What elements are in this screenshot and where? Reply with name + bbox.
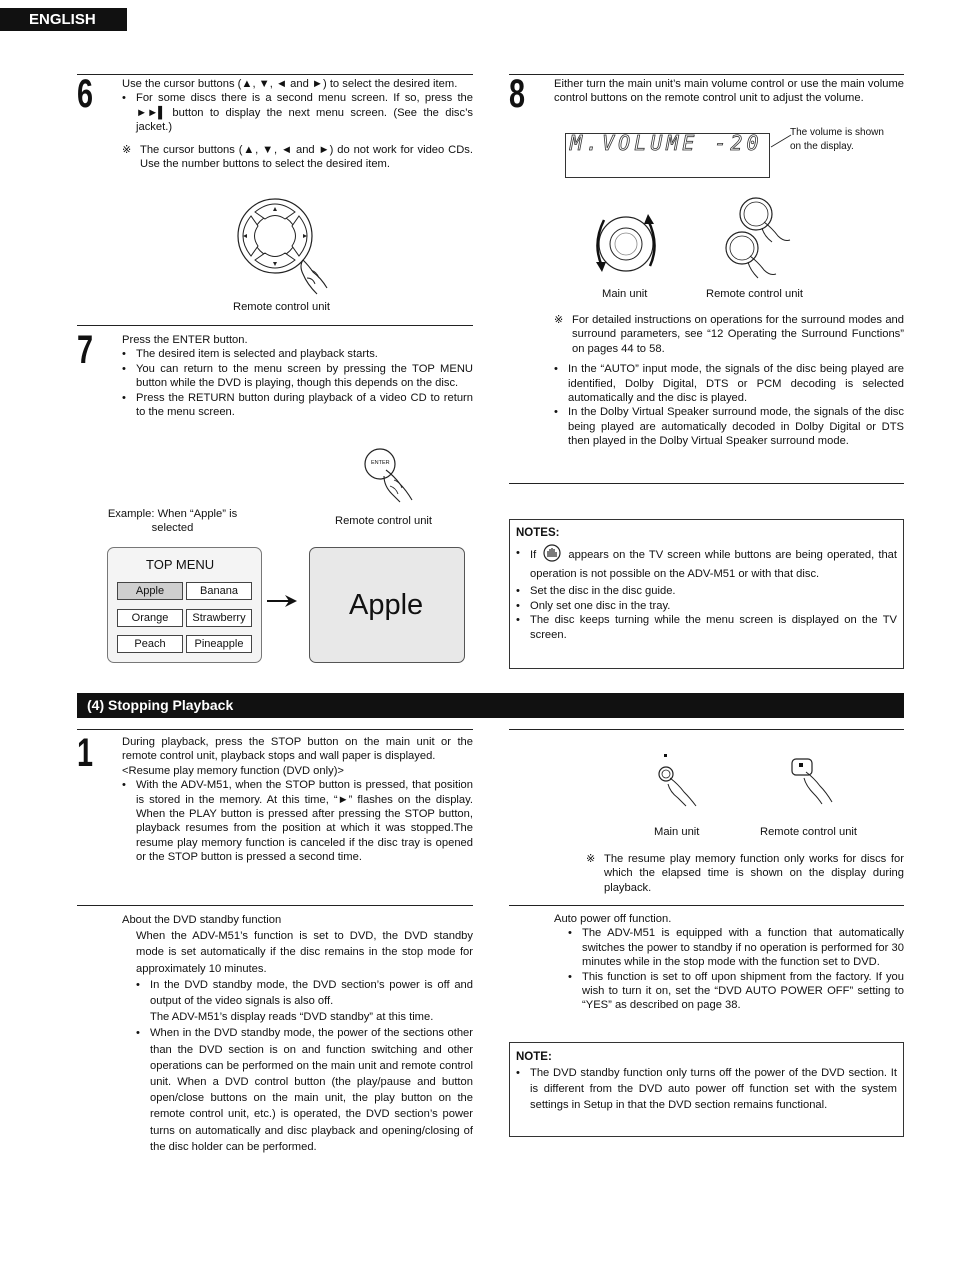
menu-item-orange[interactable]: Orange: [117, 609, 183, 627]
resume-note: [586, 852, 904, 895]
notes-title: NOTES:: [516, 527, 560, 539]
note-box: [509, 1042, 904, 1137]
volume-knob-illustration: [590, 212, 662, 276]
notes-box: [509, 519, 904, 669]
step7-bullet: • Press the RETURN button during playback of a video CD to return to the menu screen.: [122, 391, 473, 420]
standby-bullet-extra: The ADV-M51’s display reads “DVD standby” at this time.: [150, 1011, 434, 1024]
notes-item: • Only set one disc in the tray.: [516, 599, 897, 613]
note-title: NOTE:: [516, 1051, 552, 1063]
menu-item-pineapple[interactable]: Pineapple: [186, 635, 252, 653]
divider: [77, 325, 473, 326]
step-number: 6: [77, 72, 94, 116]
step6-note: ※ The cursor buttons (▲, ▼, ◄ and ►) do not work for video CDs. Use the number buttons to select the desired item.: [122, 143, 473, 172]
step6-text: [122, 77, 473, 171]
divider: [509, 729, 904, 730]
remote-stop-button-illustration: [786, 754, 842, 806]
standby-heading: About the DVD standby function: [122, 914, 282, 926]
divider: [77, 74, 473, 75]
arrow-right-icon: [267, 594, 299, 608]
resume-note-text: ※ The resume play memory function only works for discs for which the elapsed time is shown on the display during playback.: [586, 852, 904, 895]
step8-bullet: • In the “AUTO” input mode, the signals of the disc being played are identified, Dolby Digital, DTS or PCM decoding is selected automatically and the disc is played.: [554, 362, 904, 405]
screen-selected-text: Apple: [349, 589, 424, 621]
auto-power-bullets: [554, 926, 904, 1012]
caption-main-unit: Main unit: [602, 288, 648, 300]
standby-bullet: • In the DVD standby mode, the DVD section’s power is off and output of the video signals is also off.: [136, 977, 473, 1009]
stop-intro: During playback, press the STOP button on the main unit or the remote control unit, playback stops and wall paper is displayed.: [122, 736, 473, 763]
step7-bullet: • The desired item is selected and playback starts.: [122, 347, 473, 361]
notes-item: [516, 544, 897, 584]
cursor-pad-illustration: [233, 198, 343, 298]
section-title: (4) Stopping Playback: [77, 693, 904, 718]
notes-text: If: [530, 549, 537, 562]
step-number: 1: [77, 731, 94, 775]
menu-item-apple[interactable]: Apple: [117, 582, 183, 600]
caption-remote-control-unit: Remote control unit: [706, 288, 804, 300]
step8-note: ※ For detailed instructions on operations for the surround modes and surround parameters, see “12 Operating the Surround Functions” on pages 44 to 58.: [554, 313, 904, 356]
caption-main-unit: Main unit: [654, 826, 700, 838]
display-callout: [790, 126, 884, 154]
enter-label: ENTER: [371, 460, 390, 466]
menu-item-peach[interactable]: Peach: [117, 635, 183, 653]
step8-text: Either turn the main unit’s main volume control or use the main volume control buttons on the remote control unit to adjust the volume.: [554, 78, 904, 105]
caption-remote-control-unit: Remote control unit: [335, 515, 433, 527]
step7-intro: Press the ENTER button.: [122, 334, 248, 346]
language-tab: ENGLISH: [0, 8, 127, 31]
main-unit-stop-button-illustration: [650, 752, 706, 808]
step6-intro: Use the cursor buttons (▲, ▼, ◄ and ►) to select the desired item.: [122, 78, 458, 90]
top-menu-panel: [107, 547, 262, 663]
enter-button-illustration: [360, 446, 420, 504]
auto-power-bullet: • The ADV-M51 is equipped with a function that automatically switches the power to standby if no operation is performed for 30 minutes while in the stop mode with the function set to DVD.: [568, 926, 904, 969]
remote-volume-buttons-illustration: [722, 192, 802, 284]
step7-bullet: • You can return to the menu screen by pressing the TOP MENU button while the DVD is playing, though this depends on the disc.: [122, 362, 473, 391]
notes-text: appears on the TV screen while buttons are being operated, that operation is not possible on the ADV-M51 or with that disc.: [530, 549, 898, 581]
step7-text: [122, 333, 473, 419]
standby-bullet: • When in the DVD standby mode, the power of the sections other than the DVD section is on and function switching and other operations can be performed on the main unit and remote control unit. When a DVD control button (the play/pause and button open/close buttons on the main unit, the play button on the remote control unit, etc.) is operated, the DVD section’s power turns on automatically and disc playback and opening/closing of the disc holder can be performed.: [136, 1025, 473, 1155]
example-line: selected: [151, 522, 194, 535]
auto-power-bullet: • This function is set to off upon shipment from the factory. If you wish to turn it on, set the “DVD AUTO POWER OFF” setting to “YES” as described on page 38.: [568, 970, 904, 1013]
callout-line-text: The volume is shown: [790, 127, 884, 138]
notes-item: • Set the disc in the disc guide.: [516, 584, 897, 598]
resume-heading: <Resume play memory function (DVD only)>: [122, 764, 344, 777]
divider: [509, 483, 904, 484]
top-menu-title: TOP MENU: [146, 557, 215, 572]
step6-bullet: • For some discs there is a second menu screen. If so, press the ►►▌ button to display the next menu screen. (See the disc’s jacket.): [122, 91, 473, 134]
standby-text: [122, 912, 473, 1155]
step-number: 8: [509, 72, 526, 116]
standby-bullets: [122, 977, 473, 1155]
prohibited-hand-icon: [542, 544, 562, 562]
divider: [77, 905, 473, 906]
example-line: Example: When “Apple” is: [107, 508, 238, 520]
caption-remote-control-unit: Remote control unit: [760, 826, 858, 838]
callout-line-text: on the display.: [790, 141, 854, 152]
example-caption: [100, 507, 245, 536]
tv-screen: [309, 547, 465, 663]
volume-display-text: M.VOLUME -20: [570, 131, 763, 155]
auto-power-heading: Auto power off function.: [554, 913, 672, 925]
divider: [509, 74, 904, 75]
standby-para: When the ADV-M51’s function is set to DVD, the DVD standby mode is set automatically if the disc remains in the stop mode for approximately 10 minutes.: [136, 930, 473, 975]
menu-item-strawberry[interactable]: Strawberry: [186, 609, 252, 627]
stop-step-text: [122, 735, 473, 865]
callout-line: [770, 134, 792, 148]
step8-notes: [554, 313, 904, 449]
auto-power-text: [554, 912, 904, 1013]
divider: [509, 905, 904, 906]
divider: [77, 729, 473, 730]
step8-bullet: • In the Dolby Virtual Speaker surround mode, the signals of the disc being played are automatically decoded in Dolby Digital or DTS then played in the Dolby Virtual Speaker surround mode.: [554, 405, 904, 448]
caption-remote-control-unit: Remote control unit: [233, 301, 331, 313]
stop-bullet: • With the ADV-M51, when the STOP button is pressed, that position is stored in the memory. At this time, “►” flashes on the display. When the PLAY button is pressed after pressing the STOP button, playback resumes from the position at which it was stopped.The resume play memory function is canceled if the disc tray is opened or the STOP button is pressed a second time.: [122, 778, 473, 864]
notes-item: • The disc keeps turning while the menu screen is displayed on the TV screen.: [516, 613, 897, 642]
menu-item-banana[interactable]: Banana: [186, 582, 252, 600]
note-item: • The DVD standby function only turns off the power of the DVD section. It is different from the DVD auto power off function set with the system settings in Setup in that the DVD section remains functional.: [516, 1065, 897, 1113]
volume-display: [565, 133, 770, 178]
step-number: 7: [77, 328, 94, 372]
